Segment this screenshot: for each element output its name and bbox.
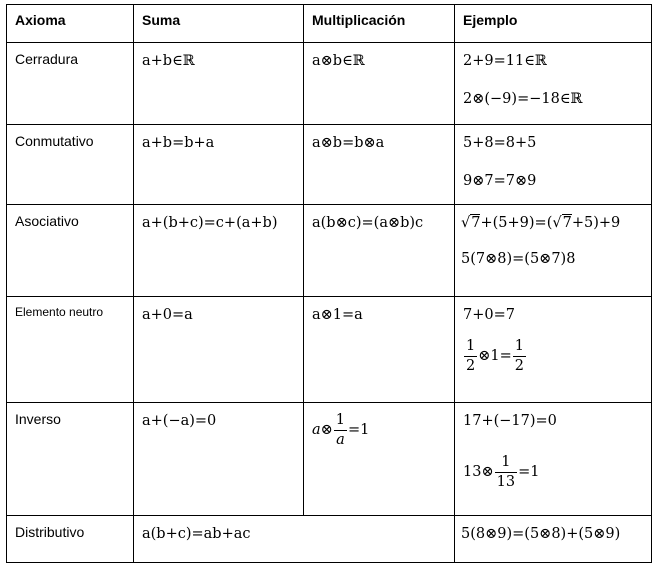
example-1: 7+0=7: [463, 307, 515, 323]
axiom-label: Cerradura: [7, 43, 134, 125]
axiom-label: Inverso: [7, 403, 134, 516]
suma-cell: [134, 403, 304, 516]
suma-cell: [134, 516, 455, 563]
mult-cell: [304, 403, 455, 516]
ejemplo-cell: [455, 125, 652, 205]
row-asociativo: [7, 205, 652, 297]
ejemplo-cell: [455, 403, 652, 516]
header-axioma: Axioma: [7, 5, 134, 43]
ejemplo-cell: [455, 43, 652, 125]
ejemplo-cell: [455, 297, 652, 403]
suma-cell: [134, 125, 304, 205]
mult-cell: [304, 297, 455, 403]
example-2: 5(7⊗8)=(5⊗7)8: [461, 251, 576, 267]
fraction: $\frac{1}{2}$: [514, 338, 524, 374]
formula: a⊗b=b⊗a: [312, 135, 385, 151]
axiom-label: Asociativo: [7, 205, 134, 297]
header-suma: Suma: [134, 5, 304, 43]
example-1: 17+(−17)=0: [463, 413, 557, 429]
formula: a+(−a)=0: [142, 413, 217, 429]
row-cerradura: [7, 43, 652, 125]
row-inverso: [7, 403, 652, 516]
axiom-label: Elemento neutro: [7, 297, 134, 403]
mult-cell: [304, 205, 455, 297]
sqrt-expression: √7: [552, 215, 572, 231]
fraction: $\frac{1}{2}$: [466, 338, 476, 374]
mult-cell: [304, 125, 455, 205]
sqrt-expression: √7: [461, 215, 481, 231]
mult-cell: [304, 43, 455, 125]
suma-cell: [134, 297, 304, 403]
example-1: 2+9=11∈ℝ: [463, 53, 547, 69]
formula: a+b=b+a: [142, 135, 215, 151]
axiom-label: Conmutativo: [7, 125, 134, 205]
formula: a+(b+c)=c+(a+b): [142, 215, 278, 231]
formula: a(b+c)=ab+ac: [142, 526, 251, 542]
axioms-table: [6, 4, 652, 563]
suma-cell: [134, 43, 304, 125]
header-multiplicacion: Multiplicación: [304, 5, 455, 43]
header-ejemplo: Ejemplo: [455, 5, 652, 43]
ejemplo-cell: [455, 516, 652, 563]
example-1: 5(8⊗9)=(5⊗8)+(5⊗9): [461, 526, 621, 542]
header-row: [7, 5, 652, 43]
fraction: $\frac{1}{13}$: [496, 454, 516, 490]
formula: a(b⊗c)=(a⊗b)c: [312, 215, 424, 231]
example-2: 9⊗7=7⊗9: [463, 173, 537, 189]
example-2: 2⊗(−9)=−18∈ℝ: [463, 91, 583, 107]
formula: a⊗ $\frac{1}{a}$ =1: [312, 412, 370, 448]
example-1: √7+(5+9)=(√7+5)+9: [461, 215, 621, 231]
formula: a+0=a: [142, 307, 193, 323]
row-conmutativo: [7, 125, 652, 205]
ejemplo-cell: [455, 205, 652, 297]
example-2: $\frac{1}{2}$ ⊗1= $\frac{1}{2}$: [466, 338, 524, 374]
formula: a⊗b∈ℝ: [312, 53, 365, 69]
formula: a+b∈ℝ: [142, 53, 195, 69]
row-neutro: [7, 297, 652, 403]
axiom-label: Distributivo: [7, 516, 134, 563]
example-1: 5+8=8+5: [463, 135, 537, 151]
example-2: 13⊗ $\frac{1}{13}$ =1: [463, 454, 540, 490]
fraction: $\frac{1}{a}$: [335, 412, 346, 448]
formula: a⊗1=a: [312, 307, 363, 323]
row-distributivo: [7, 516, 652, 563]
suma-cell: [134, 205, 304, 297]
